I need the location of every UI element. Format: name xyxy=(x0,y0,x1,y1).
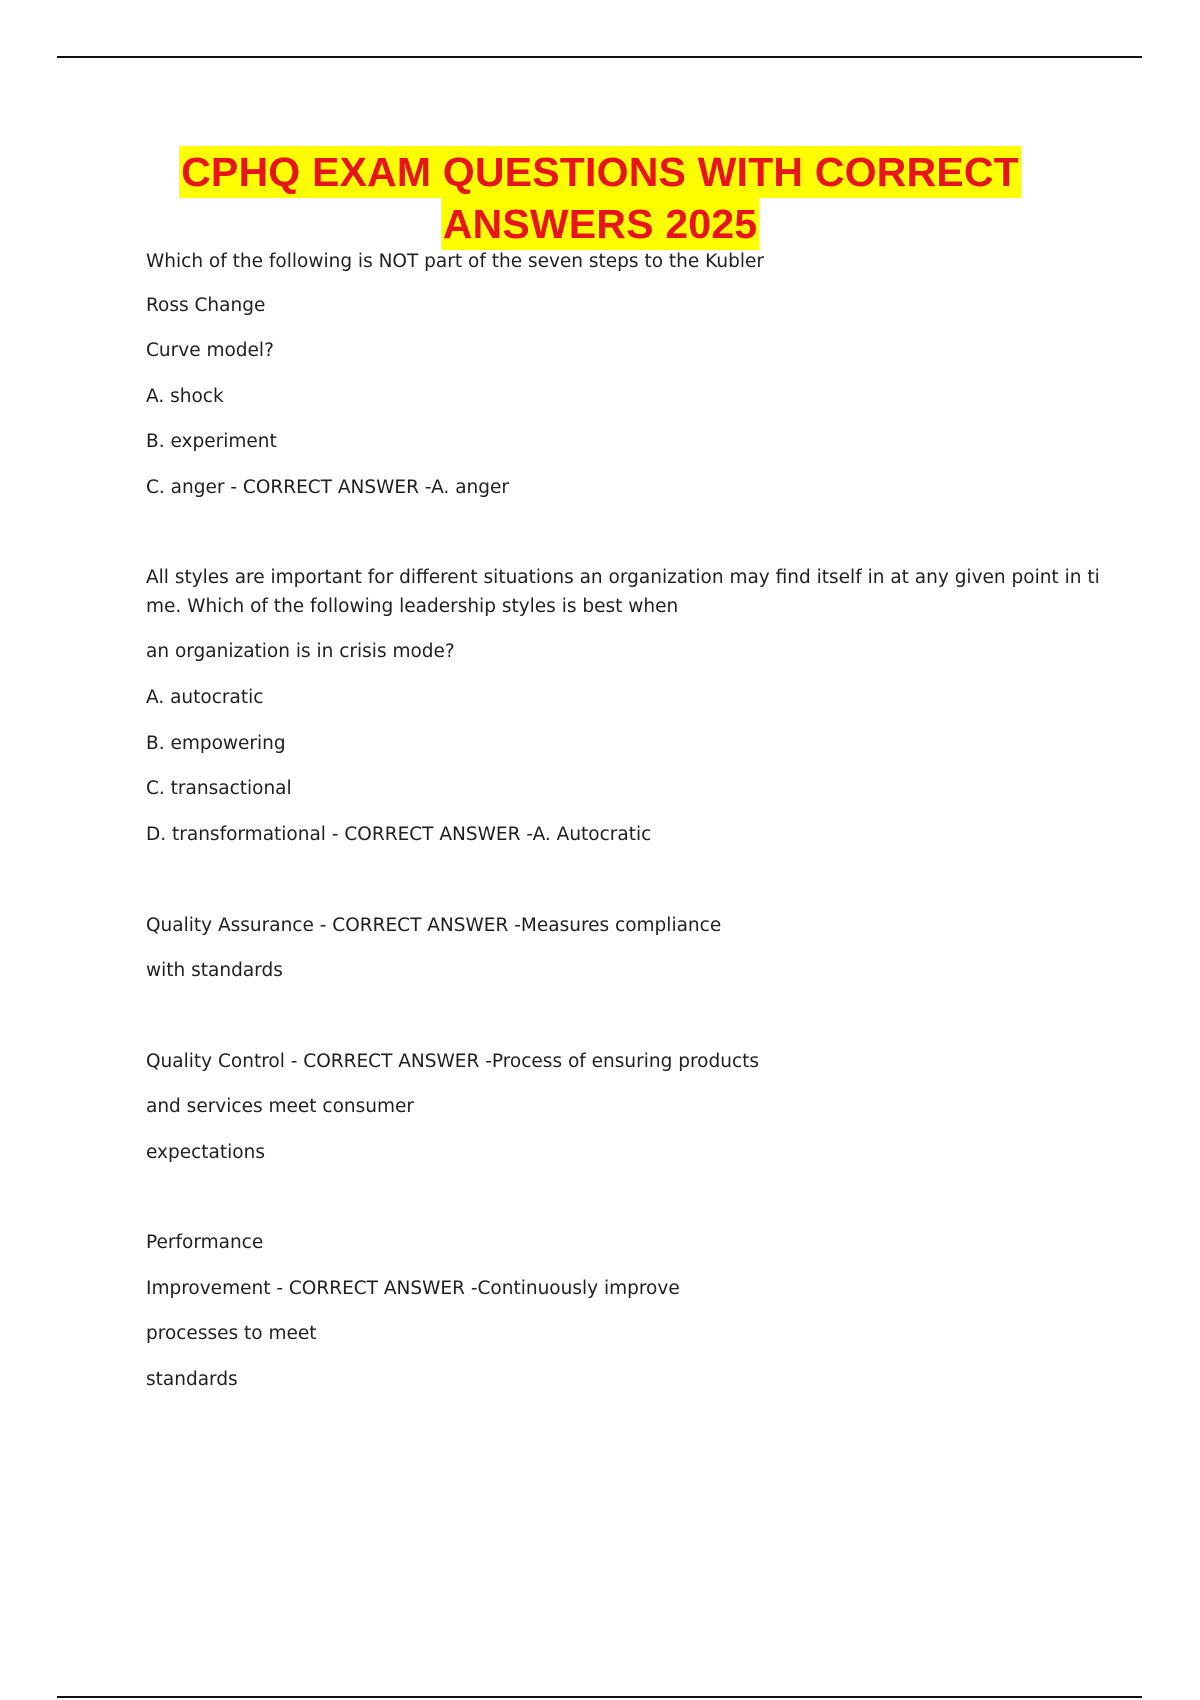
bottom-rule xyxy=(57,1696,1142,1698)
q5-text-line-1: Performance xyxy=(146,1232,264,1253)
q3-text-line-1: Quality Assurance - CORRECT ANSWER -Measures compliance xyxy=(146,915,722,936)
q2-option-d-answer: D. transformational - CORRECT ANSWER -A. Autocratic xyxy=(146,824,652,845)
q2-option-c: C. transactional xyxy=(146,778,292,799)
q5-text-line-4: standards xyxy=(146,1369,238,1390)
q4-text-line-1: Quality Control - CORRECT ANSWER -Process of ensuring products xyxy=(146,1051,760,1072)
title-line-2: ANSWERS 2025 xyxy=(441,198,760,250)
q1-text-line-2: Ross Change xyxy=(146,295,266,316)
q3-text-line-2: with standards xyxy=(146,960,283,981)
q4-text-line-2: and services meet consumer xyxy=(146,1096,414,1117)
q2-text-line-3: an organization is in crisis mode? xyxy=(146,641,455,662)
document-title xyxy=(0,146,1200,250)
q1-option-b: B. experiment xyxy=(146,431,277,452)
title-line-1: CPHQ EXAM QUESTIONS WITH CORRECT xyxy=(179,146,1021,198)
q2-option-b: B. empowering xyxy=(146,733,286,754)
q2-option-a: A. autocratic xyxy=(146,687,264,708)
q2-text-line-1: All styles are important for different situations an organization may find itself in at any given point in ti xyxy=(146,567,1100,588)
q5-text-line-2: Improvement - CORRECT ANSWER -Continuously improve xyxy=(146,1278,680,1299)
q1-text-line-1: Which of the following is NOT part of the seven steps to the Kubler xyxy=(146,251,764,272)
top-rule xyxy=(57,56,1142,58)
q1-option-a: A. shock xyxy=(146,386,224,407)
q4-text-line-3: expectations xyxy=(146,1142,265,1163)
q5-text-line-3: processes to meet xyxy=(146,1323,317,1344)
q1-text-line-3: Curve model? xyxy=(146,340,274,361)
q2-text-line-2: me. Which of the following leadership styles is best when xyxy=(146,596,679,617)
q1-option-c-answer: C. anger - CORRECT ANSWER -A. anger xyxy=(146,477,509,498)
